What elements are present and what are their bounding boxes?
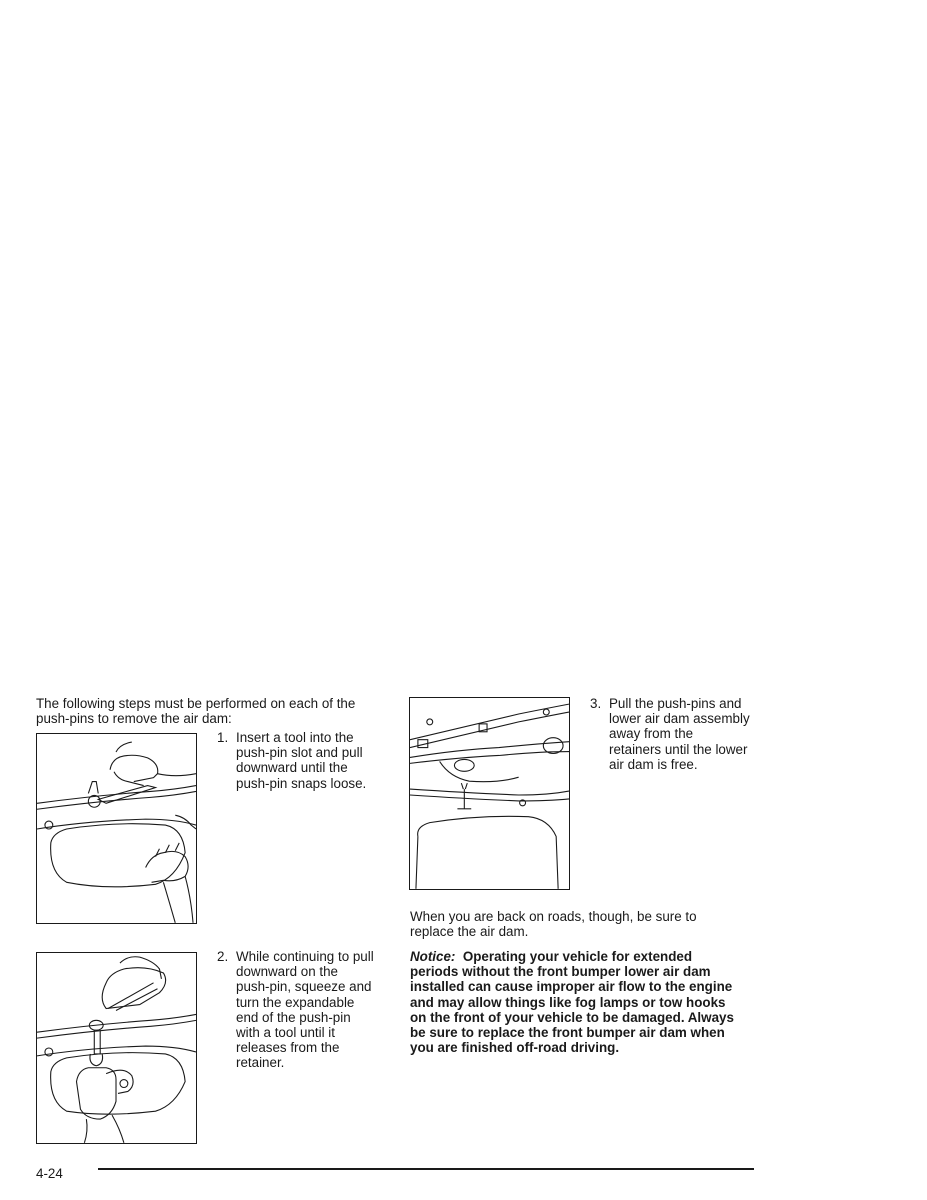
figure-step-2	[36, 952, 197, 1144]
push-pin-tool-illustration	[37, 734, 196, 923]
back-on-roads-paragraph: When you are back on roads, though, be sure to replace the air dam.	[410, 909, 697, 940]
step-3-text: Pull the push-pins and lower air dam assembly away from the retainers until the lower air dam is free.	[609, 696, 750, 772]
step-1-number: 1.	[217, 730, 229, 745]
figure-step-1	[36, 733, 197, 924]
step-2-number: 2.	[217, 949, 229, 964]
push-pin-removed-illustration	[410, 698, 569, 889]
figure-step-3	[409, 697, 570, 890]
intro-paragraph: The following steps must be performed on each of the push-pins to remove the air dam:	[36, 696, 356, 727]
notice-label: Notice:	[410, 949, 463, 964]
notice-block	[410, 949, 770, 1055]
step-3-number: 3.	[590, 696, 602, 711]
push-pin-squeeze-illustration	[37, 953, 196, 1143]
page-number: 4-24	[36, 1166, 63, 1181]
step-1-text: Insert a tool into the push-pin slot and pull downward until the push-pin snaps loose.	[236, 730, 367, 791]
footer-rule	[98, 1168, 754, 1170]
step-2-text: While continuing to pull downward on the push-pin, squeeze and turn the expandable end of the push-pin with a tool until it releases from the retainer.	[236, 949, 374, 1071]
notice-text: Operating your vehicle for extended periods without the front bumper lower air dam installed can cause improper air flow to the engine and may allow things like fog lamps or tow hooks on the front of your vehicle to be damaged. Always be sure to replace the front bumper air dam when you are finished off-road driving.	[410, 949, 734, 1056]
